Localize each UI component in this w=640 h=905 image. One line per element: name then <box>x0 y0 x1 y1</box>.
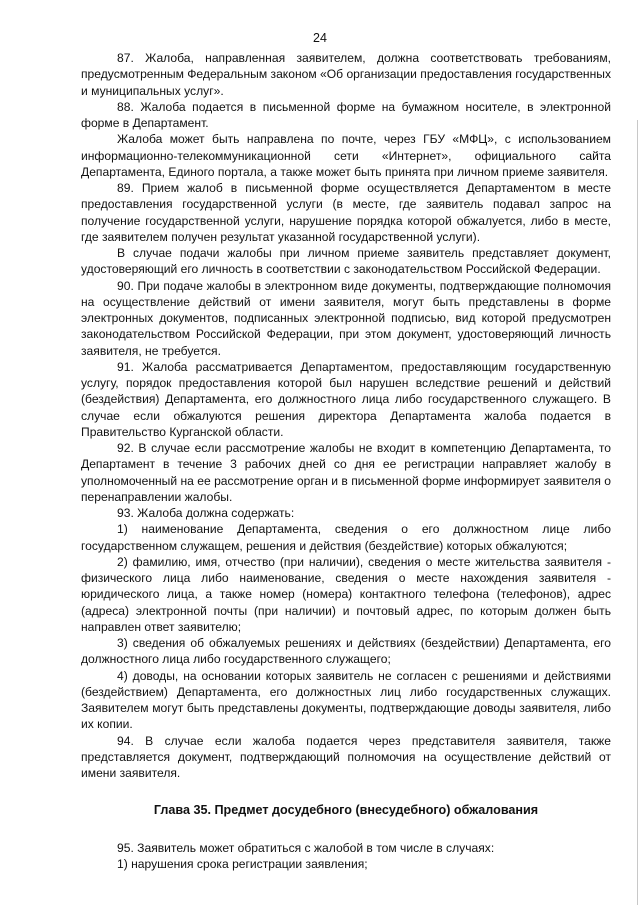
list-item-3: 3) сведения об обжалуемых решениях и действиях (бездействии) Департамента, его должностного лица либо государственного служащего; <box>81 636 611 667</box>
paragraph-94: 94. В случае если жалоба подается через представителя заявителя, также представляется документ, подтверждающий полномочия на осуществление действий от имени заявителя. <box>81 733 611 780</box>
list-item-4: 4) доводы, на основании которых заявитель не согласен с решениями и действиями (бездействием) Департамента, его должностных лиц либо государственных служащих. Заявителем могут быть представлены документы, подтверждающие доводы заявителя, либо их копии. <box>81 668 611 732</box>
document-body <box>81 50 611 872</box>
paragraph-88: 88. Жалоба подается в письменной форме на бумажном носителе, в электронной форме в Департамент. <box>81 99 611 130</box>
paragraph-95: 95. Заявитель может обратиться с жалобой в том числе в случаях: <box>117 840 495 855</box>
paragraph-89: 89. Прием жалоб в письменной форме осуществляется Департаментом в месте предоставления государственной услуги (в месте, где заявитель подавал запрос на получение государственной услуги, нарушение порядка которой обжалуется, либо в месте, где заявителем получен результат указанной государственной услуги). <box>81 181 611 244</box>
paragraph-93: 93. Жалоба должна содержать: <box>117 506 295 520</box>
paragraph-91: 91. Жалоба рассматривается Департаментом, предоставляющим государственную услугу, порядок предоставления которой был нарушен вследствие решений и действий (бездействия) Департамента, его должностного лица либо государственного служащего. В случае если обжалуются решения директора Департамента жалоба подается в Правительство Курганской области. <box>81 359 611 439</box>
paragraph-90: 90. При подаче жалобы в электронном виде документы, подтверждающие полномочия на осуществление действий от имени заявителя, могут быть представлены в форме электронных документов, подписанных электронной подписью, вид которой предусмотрен законодательством Российской Федерации, при этом документ, удостоверяющий личность заявителя, не требуется. <box>81 278 611 358</box>
paragraph-95-item-1: 1) нарушения срока регистрации заявления; <box>117 856 368 871</box>
page-number: 24 <box>313 31 327 45</box>
paragraph-92: 92. В случае если рассмотрение жалобы не входит в компетенцию Департамента, то Департамент в течение 3 рабочих дней со дня ее регистрации направляет жалобу в уполномоченный на ее рассмотрение орган и в письменной форме информирует заявителя о перенаправлении жалобы. <box>81 441 611 504</box>
list-item-2: 2) фамилию, имя, отчество (при наличии), сведения о месте жительства заявителя - физического лица либо наименование, сведения о месте нахождения заявителя - юридического лица, а также номер (номера) контактного телефона (телефонов), адрес (адреса) электронной почты (при наличии) и почтовый адрес, по которым должен быть направлен ответ заявителю; <box>81 554 611 634</box>
paragraph-88-delivery: Жалоба может быть направлена по почте, через ГБУ «МФЦ», с использованием информационно-телекоммуникационной сети «Интернет», официального сайта Департамента, Единого портала, а также может быть принята при личном приеме заявителя. <box>81 132 611 179</box>
list-item-1: 1) наименование Департамента, сведения о его должностном лице либо государственном служащем, решения и действия (бездействие) которых обжалуются; <box>81 522 611 553</box>
scan-edge-line <box>637 120 638 905</box>
paragraph-89-personal: В случае подачи жалобы при личном приеме заявитель представляет документ, удостоверяющий его личность в соответствии с законодательством Российской Федерации. <box>81 246 611 277</box>
chapter-heading: Глава 35. Предмет досудебного (внесудебного) обжалования <box>153 803 539 818</box>
paragraph-87: 87. Жалоба, направленная заявителем, должна соответствовать требованиям, предусмотренным Федеральным законом «Об организации предоставления государственных и муниципальных услуг». <box>81 51 612 98</box>
